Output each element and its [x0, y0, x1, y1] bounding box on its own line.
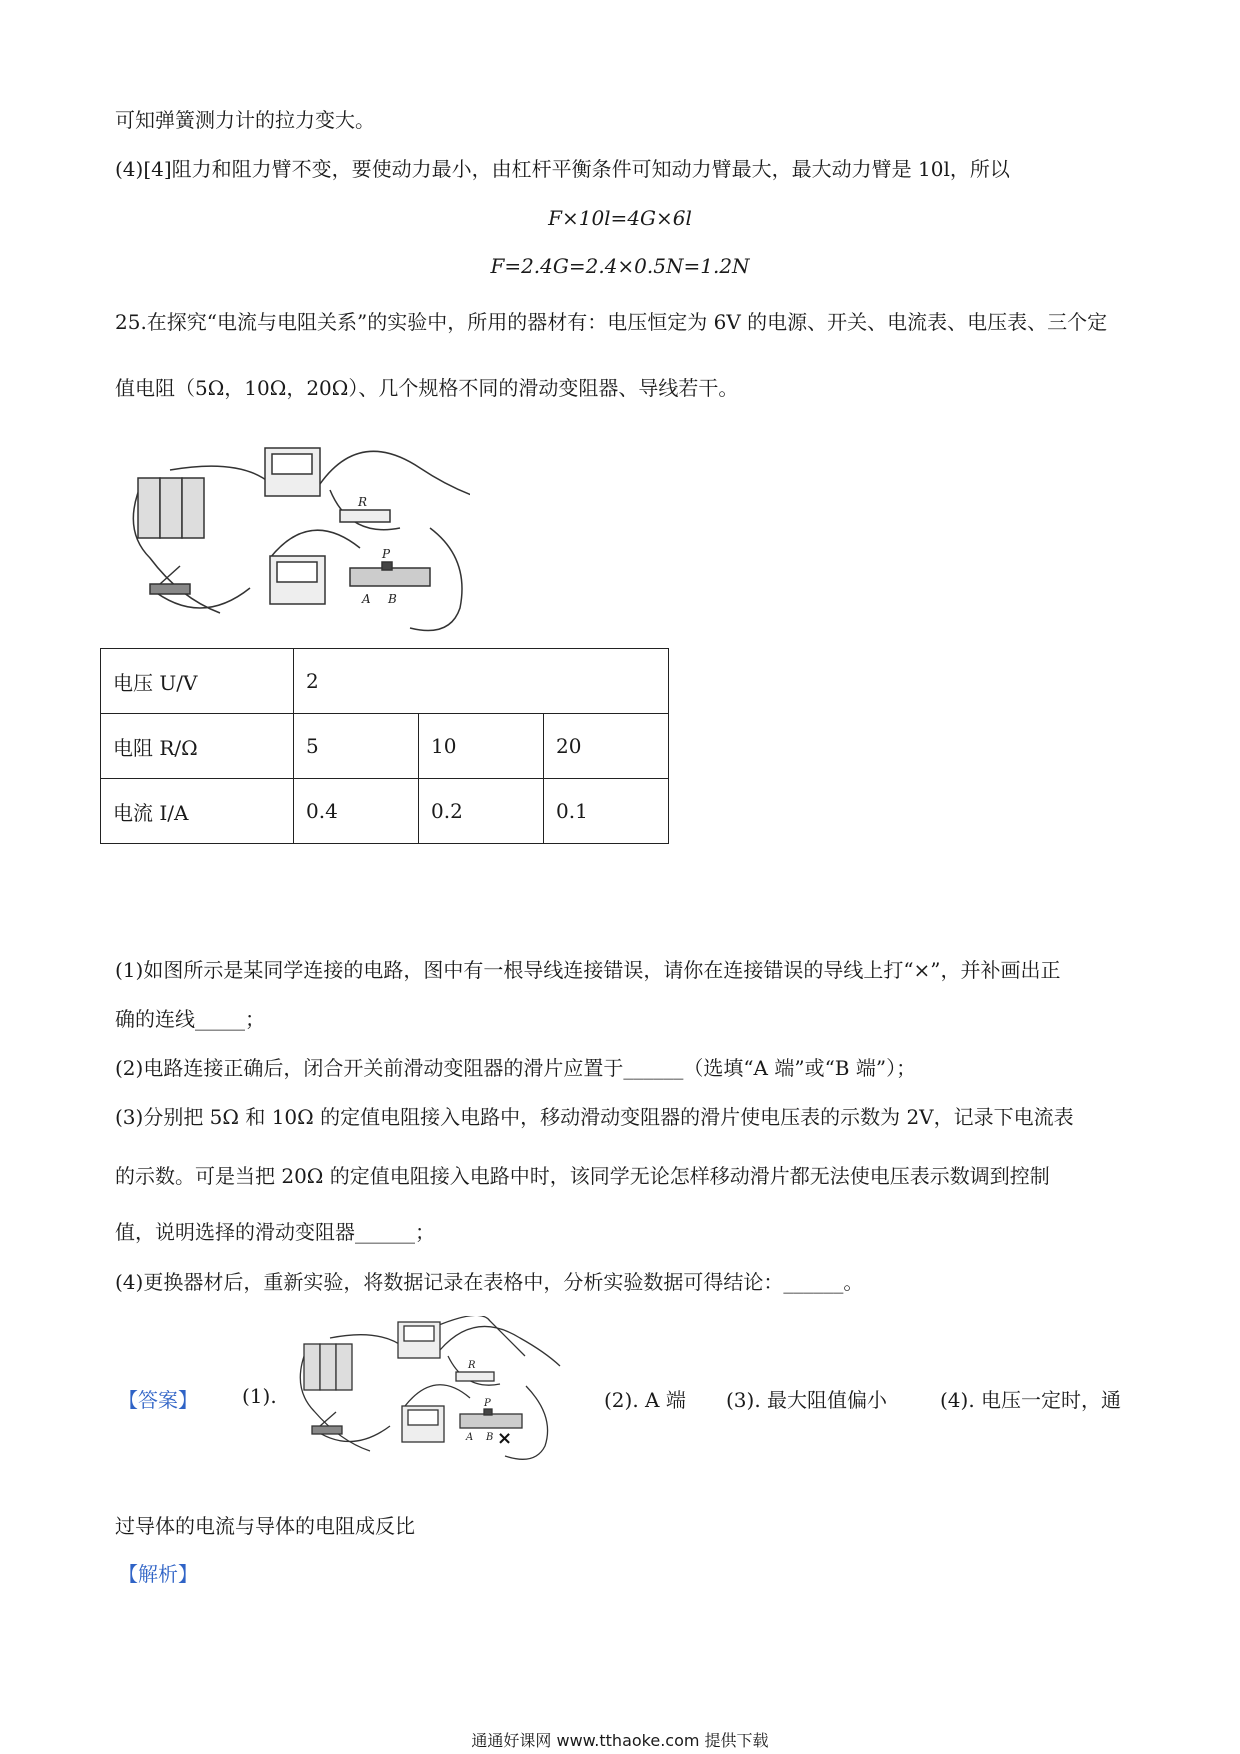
- sub-question-1-line2: 确的连线_____；: [115, 1007, 265, 1031]
- label-A: A: [362, 592, 371, 606]
- battery-pack: [138, 478, 204, 538]
- sub-question-3-line1: (3)分别把 5Ω 和 10Ω 的定值电阻接入电路中，移动滑动变阻器的滑片使电压表的示数为 2V，记录下电流表: [115, 1105, 1074, 1129]
- voltmeter: [265, 448, 320, 496]
- table-cell: 0.1: [544, 779, 669, 844]
- label-R: R: [358, 495, 368, 509]
- data-table: [100, 648, 669, 844]
- sub-question-4: (4)更换器材后，重新实验，将数据记录在表格中，分析实验数据可得结论：______。: [115, 1270, 864, 1294]
- label-B: B: [486, 1432, 494, 1443]
- table-row: [101, 714, 669, 779]
- cross-mark: ×: [497, 1428, 513, 1449]
- sub-question-2: (2)电路连接正确后，闭合开关前滑动变阻器的滑片应置于______（选填“A 端”或“B 端”）；: [115, 1056, 917, 1080]
- analysis-tag: 【解析】: [118, 1562, 198, 1586]
- table-row: [101, 779, 669, 844]
- table-cell: 10: [419, 714, 544, 779]
- sub-question-3-line3: 值，说明选择的滑动变阻器______；: [115, 1220, 435, 1244]
- ammeter: [270, 556, 325, 604]
- equation: F=2.4G=2.4×0.5N=1.2N: [490, 254, 750, 278]
- table-cell: 0.2: [419, 779, 544, 844]
- equation: F×10l=4G×6l: [548, 206, 692, 230]
- answer-tag: 【答案】: [118, 1388, 198, 1412]
- row-label: 电流 I/A: [101, 779, 294, 844]
- table-row: [101, 649, 669, 714]
- question-25-line1: 25.在探究“电流与电阻关系”的实验中，所用的器材有：电压恒定为 6V 的电源、开关、电流表、电压表、三个定: [115, 310, 1108, 334]
- fixed-resistor: [340, 510, 390, 522]
- row-label: 电阻 R/Ω: [101, 714, 294, 779]
- question-25-line2: 值电阻（5Ω，10Ω，20Ω）、几个规格不同的滑动变阻器、导线若干。: [115, 376, 739, 400]
- rheostat: [350, 562, 430, 586]
- label-A: A: [466, 1432, 474, 1443]
- label-P: P: [484, 1398, 491, 1409]
- label-R: R: [468, 1360, 476, 1371]
- label-B: B: [388, 592, 397, 606]
- table-cell: 20: [544, 714, 669, 779]
- answer-circuit-diagram: [290, 1316, 570, 1468]
- answer-3: (3). 最大阻值偏小: [726, 1388, 888, 1412]
- text-line: 可知弹簧测力计的拉力变大。: [115, 108, 375, 132]
- answer-4: (4). 电压一定时，通: [940, 1388, 1122, 1412]
- sub-question-1-line1: (1)如图所示是某同学连接的电路，图中有一根导线连接错误，请你在连接错误的导线上打“×”，并补画出正: [115, 958, 1061, 982]
- row-label: 电压 U/V: [101, 649, 294, 714]
- label-P: P: [382, 547, 391, 561]
- answer-1: (1).: [242, 1384, 277, 1408]
- sub-question-3-line2: 的示数。可是当把 20Ω 的定值电阻接入电路中时，该同学无论怎样移动滑片都无法使电压表示数调到控制: [115, 1164, 1050, 1188]
- answer-4-continued: 过导体的电流与导体的电阻成反比: [115, 1514, 415, 1538]
- answer-2: (2). A 端: [604, 1388, 686, 1412]
- table-cell: 5: [294, 714, 419, 779]
- table-cell: 2: [294, 649, 669, 714]
- footer: 通通好课网 www.tthaoke.com 提供下载: [471, 1731, 769, 1750]
- circuit-diagram: [120, 438, 470, 638]
- text-line: (4)[4]阻力和阻力臂不变，要使动力最小，由杠杆平衡条件可知动力臂最大，最大动力臂是 10l，所以: [115, 157, 1010, 181]
- table-cell: 0.4: [294, 779, 419, 844]
